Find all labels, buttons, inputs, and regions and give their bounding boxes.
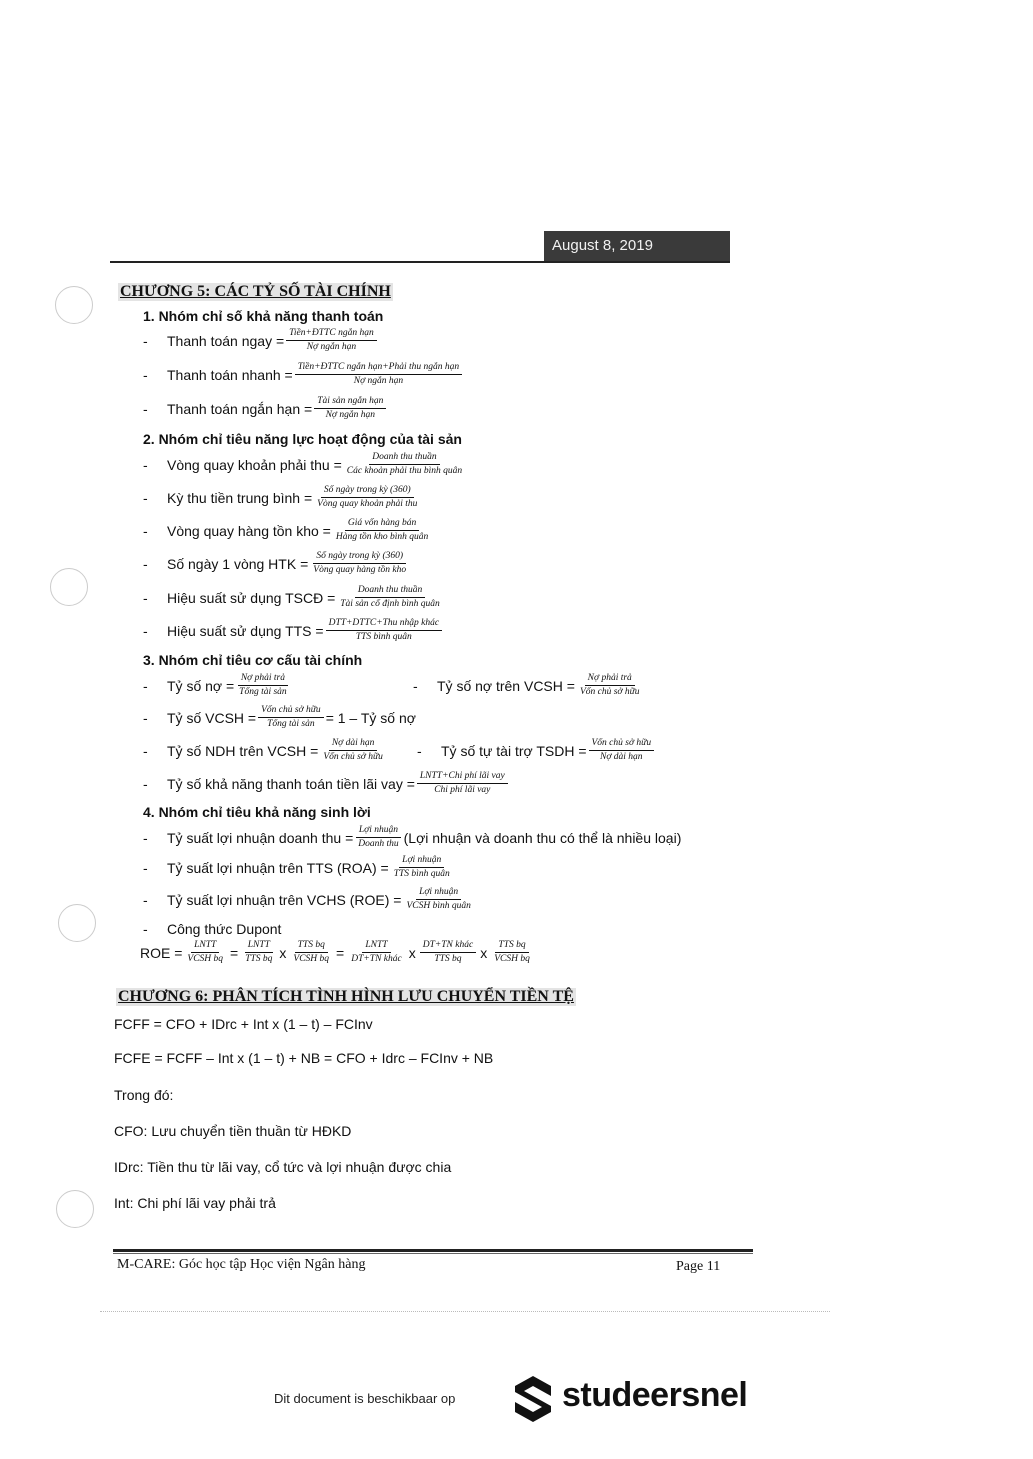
formula-label: Công thức Dupont bbox=[167, 921, 282, 937]
denominator: Vòng quay khoản phải thu bbox=[317, 499, 418, 509]
formula-label: Hiệu suất sử dụng TSCĐ = bbox=[167, 589, 336, 606]
fraction bbox=[577, 673, 643, 698]
formula-row: - Tỷ suất lợi nhuận doanh thu = $\frac{\text{Lợi nhuận}}{\text{Doanh thu}}$ (Lợi nhuận và doanh thu có thể là nhiều loại) bbox=[143, 825, 682, 849]
fraction bbox=[348, 940, 404, 965]
formula-row: - Tỷ số tự tài trợ TSDH = $\frac{\text{Vốn chủ sở hữu}}{\text{Nợ dài hạn}}$ bbox=[417, 738, 656, 763]
binder-hole-mark bbox=[58, 904, 96, 942]
formula-row: - Thanh toán ngắn hạn = $\frac{\text{Tài sản ngắn hạn}}{\text{Nợ ngắn hạn}}$ bbox=[143, 396, 388, 421]
numerator: LNTT bbox=[191, 940, 219, 953]
denominator: VCSH bq bbox=[494, 954, 530, 964]
fraction bbox=[344, 452, 465, 477]
header-date: August 8, 2019 bbox=[544, 231, 730, 261]
fraction bbox=[337, 585, 443, 610]
definition-line: CFO: Lưu chuyển tiền thuần từ HĐKD bbox=[114, 1123, 352, 1139]
formula-label: Hiệu suất sử dụng TTS = bbox=[167, 622, 324, 639]
fraction bbox=[326, 618, 442, 643]
numerator: Số ngày trong kỳ (360) bbox=[321, 485, 414, 498]
numerator: Nợ phải trả bbox=[585, 673, 635, 686]
denominator: Vốn chủ sở hữu bbox=[323, 752, 383, 762]
binder-hole-mark bbox=[50, 568, 88, 606]
numerator: Lợi nhuận bbox=[356, 825, 401, 838]
denominator: DT+TN khác bbox=[351, 954, 402, 964]
formula-label: Kỳ thu tiền trung bình = bbox=[167, 489, 313, 506]
footer-source: M-CARE: Góc học tập Học viện Ngân hàng bbox=[117, 1257, 366, 1272]
denominator: Vòng quay hàng tồn kho bbox=[313, 565, 407, 575]
formula-label: Tỷ số NDH trên VCSH = bbox=[167, 742, 319, 759]
denominator: Hàng tồn kho bình quân bbox=[335, 532, 429, 542]
chapter-6-title: CHƯƠNG 6: PHÂN TÍCH TÌNH HÌNH LƯU CHUYỂN TIỀN TỆ bbox=[118, 988, 574, 1005]
numerator: Vốn chủ sở hữu bbox=[258, 705, 324, 718]
denominator: Nợ ngắn hạn bbox=[353, 376, 404, 386]
denominator: VCSH bình quân bbox=[406, 901, 471, 911]
fraction bbox=[355, 825, 401, 850]
denominator: TTS bq bbox=[245, 954, 273, 964]
roe-label: ROE = bbox=[140, 944, 183, 961]
numerator: Nợ dài hạn bbox=[329, 738, 378, 751]
times-sign: x bbox=[408, 944, 416, 961]
formula-row: - Tỷ suất lợi nhuận trên TTS (ROA) = $\frac{\text{Lợi nhuận}}{\text{TTS bình quân}}$ bbox=[143, 855, 455, 880]
fraction bbox=[403, 887, 473, 912]
numerator: Lợi nhuận bbox=[399, 855, 444, 868]
denominator: TTS bình quân bbox=[355, 632, 412, 642]
definition-line: IDrc: Tiền thu từ lãi vay, cổ tức và lợi nhuận được chia bbox=[114, 1159, 452, 1175]
formula-row: - Tỷ suất lợi nhuận trên VCHS (ROE) = $\frac{\text{Lợi nhuận}}{\text{VCSH bình quân}}$ bbox=[143, 887, 476, 912]
formula-label: Tỷ suất lợi nhuận trên VCHS (ROE) = bbox=[167, 891, 402, 908]
denominator: Các khoản phải thu bình quân bbox=[346, 466, 463, 476]
footer-rule bbox=[113, 1249, 753, 1252]
formula-row: - Công thức Dupont bbox=[143, 921, 282, 937]
section-2-title: 2. Nhóm chỉ tiêu năng lực hoạt động của tài sản bbox=[143, 431, 462, 447]
fcff-formula: FCFF = CFO + IDrc + Int x (1 – t) – FCInv bbox=[114, 1016, 373, 1032]
formula-label: Tỷ số tự tài trợ TSDH = bbox=[441, 742, 587, 759]
formula-label: Thanh toán nhanh = bbox=[167, 366, 293, 383]
chapter-5-title: CHƯƠNG 5: CÁC TỶ SỐ TÀI CHÍNH bbox=[120, 283, 391, 300]
banner-text: Dit document is beschikbaar op bbox=[274, 1391, 456, 1406]
numerator: Vốn chủ sở hữu bbox=[589, 738, 655, 751]
fraction bbox=[314, 485, 420, 510]
formula-label: Tỷ suất lợi nhuận doanh thu = bbox=[167, 829, 354, 846]
fraction bbox=[236, 673, 290, 698]
formula-row: - Tỷ số VCSH = $\frac{\text{Vốn chủ sở hữu}}{\text{Tổng tài sản}}$ = 1 – Tỷ số nợ bbox=[143, 705, 416, 729]
denominator: Chi phí lãi vay bbox=[434, 785, 491, 795]
denominator: Nợ ngắn hạn bbox=[325, 410, 376, 420]
formula-label: Tỷ số khả năng thanh toán tiền lãi vay = bbox=[167, 775, 415, 792]
denominator: Vốn chủ sở hữu bbox=[579, 687, 640, 697]
fraction bbox=[417, 771, 508, 796]
denominator: Tổng tài sản bbox=[267, 719, 315, 729]
fcfe-formula: FCFE = FCFF – Int x (1 – t) + NB = CFO + Idrc – FCInv + NB bbox=[114, 1050, 494, 1066]
formula-label: Tỷ số VCSH = bbox=[167, 709, 257, 726]
formula-row: - Thanh toán ngay = $\frac{\text{Tiền+ĐTTC ngắn hạn}}{\text{Nợ ngắn hạn}}$ bbox=[143, 328, 379, 353]
fraction bbox=[242, 940, 275, 965]
numerator: Tiền+ĐTTC ngắn hạn bbox=[286, 328, 377, 341]
section-4-title: 4. Nhóm chỉ tiêu khả năng sinh lời bbox=[143, 804, 371, 820]
numerator: Doanh thu thuần bbox=[355, 585, 425, 598]
formula-row: - Tỷ số NDH trên VCSH = $\frac{\text{Nợ dài hạn}}{\text{Vốn chủ sở hữu}}$ bbox=[143, 738, 388, 763]
banner-brand[interactable]: studeersnel bbox=[562, 1376, 748, 1414]
fraction bbox=[491, 940, 533, 965]
where-label: Trong đó: bbox=[114, 1087, 174, 1103]
section-1-title: 1. Nhóm chỉ số khả năng thanh toán bbox=[143, 308, 384, 324]
formula-label: Vòng quay khoản phải thu = bbox=[167, 456, 342, 473]
binder-hole-mark bbox=[56, 1190, 94, 1228]
numerator: TTS bq bbox=[495, 940, 528, 953]
formula-row: - Vòng quay hàng tồn kho = $\frac{\text{Giá vốn hàng bán}}{\text{Hàng tồn kho bình quân}}$ bbox=[143, 518, 433, 543]
numerator: Tiền+ĐTTC ngắn hạn+Phải thu ngắn hạn bbox=[295, 362, 462, 375]
formula-row: - Hiệu suất sử dụng TSCĐ = $\frac{\text{Doanh thu thuần}}{\text{Tài sản cố định bình quân}}$ bbox=[143, 585, 445, 610]
denominator: VCSH bq bbox=[187, 954, 224, 964]
times-sign: x bbox=[279, 944, 287, 961]
numerator: DT+TN khác bbox=[420, 940, 476, 953]
formula-label: Vòng quay hàng tồn kho = bbox=[167, 522, 331, 539]
denominator: Nợ ngắn hạn bbox=[306, 342, 357, 352]
numerator: Lợi nhuận bbox=[416, 887, 461, 900]
formula-label: Tỷ suất lợi nhuận trên TTS (ROA) = bbox=[167, 859, 389, 876]
formula-row: - Thanh toán nhanh = $\frac{\text{Tiền+ĐTTC ngắn hạn+Phải thu ngắn hạn}}{\text{Nợ ngắn hạn}}$ bbox=[143, 362, 464, 387]
equals-sign: = bbox=[230, 944, 239, 961]
numerator: Doanh thu thuần bbox=[369, 452, 439, 465]
equals-sign: = bbox=[336, 944, 345, 961]
numerator: Số ngày trong kỳ (360) bbox=[313, 551, 406, 564]
page-number: Page 11 bbox=[676, 1259, 721, 1274]
header-rule bbox=[110, 261, 730, 263]
fraction bbox=[310, 551, 409, 576]
formula-label: Thanh toán ngay = bbox=[167, 332, 285, 349]
denominator: VCSH bq bbox=[293, 954, 330, 964]
fraction bbox=[320, 738, 386, 763]
footer-rule-thin bbox=[113, 1253, 753, 1254]
times-sign: x bbox=[480, 944, 488, 961]
numerator: LNTT+Chi phí lãi vay bbox=[417, 771, 508, 784]
roe-dupont-formula bbox=[140, 940, 535, 965]
formula-row: - Tỷ số nợ = $\frac{\text{Nợ phải trả}}{\text{Tổng tài sản}}$ bbox=[143, 673, 292, 698]
formula-label: Tỷ số nợ trên VCSH = bbox=[437, 677, 575, 694]
numerator: TTS bq bbox=[295, 940, 328, 953]
denominator: Nợ dài hạn bbox=[600, 752, 643, 762]
numerator: Nợ phải trả bbox=[238, 673, 288, 686]
denominator: TTS bình quân bbox=[393, 869, 450, 879]
formula-tail: (Lợi nhuận và doanh thu có thể là nhiều loại) bbox=[403, 829, 682, 846]
numerator: LNTT bbox=[362, 940, 390, 953]
formula-label: Số ngày 1 vòng HTK = bbox=[167, 555, 309, 572]
fraction bbox=[333, 518, 431, 543]
formula-row: - Tỷ số khả năng thanh toán tiền lãi vay = $\frac{\text{LNTT+Chi phí lãi vay}}{\text{Chi phí lãi vay}}$ bbox=[143, 771, 510, 796]
scan-dotted-line bbox=[100, 1311, 830, 1313]
section-3-title: 3. Nhóm chỉ tiêu cơ cấu tài chính bbox=[143, 652, 363, 668]
formula-label: Tỷ số nợ = bbox=[167, 677, 235, 694]
numerator: DTT+DTTC+Thu nhập khác bbox=[326, 618, 442, 631]
fraction bbox=[184, 940, 226, 965]
fraction bbox=[314, 396, 386, 421]
fraction bbox=[286, 328, 377, 353]
denominator: TTS bq bbox=[434, 954, 462, 964]
denominator: Doanh thu bbox=[358, 839, 399, 849]
formula-row: - Số ngày 1 vòng HTK = $\frac{\text{Số ngày trong kỳ (360)}}{\text{Vòng quay hàng tồn kho}}$ bbox=[143, 551, 411, 576]
formula-label: Thanh toán ngắn hạn = bbox=[167, 400, 313, 417]
fraction bbox=[420, 940, 476, 965]
binder-hole-mark bbox=[55, 286, 93, 324]
definition-line: Int: Chi phí lãi vay phải trả bbox=[114, 1195, 276, 1211]
numerator: Tài sản ngắn hạn bbox=[314, 396, 386, 409]
formula-row: - Vòng quay khoản phải thu = $\frac{\text{Doanh thu thuần}}{\text{Các khoản phải thu bình quân}}$ bbox=[143, 452, 467, 477]
fraction bbox=[589, 738, 655, 763]
denominator: Tổng tài sản bbox=[239, 687, 287, 697]
formula-row: - Hiệu suất sử dụng TTS = $\frac{\text{DTT+DTTC+Thu nhập khác}}{\text{TTS bình quân}}$ bbox=[143, 618, 444, 643]
fraction bbox=[290, 940, 332, 965]
formula-row: - Kỳ thu tiền trung bình = $\frac{\text{Số ngày trong kỳ (360)}}{\text{Vòng quay khoản phải thu}}$ bbox=[143, 485, 422, 510]
fraction bbox=[295, 362, 462, 387]
fraction bbox=[258, 705, 324, 730]
denominator: Tài sản cố định bình quân bbox=[340, 599, 440, 609]
formula-row: - Tỷ số nợ trên VCSH = $\frac{\text{Nợ phải trả}}{\text{Vốn chủ sở hữu}}$ bbox=[413, 673, 645, 698]
numerator: LNTT bbox=[245, 940, 273, 953]
formula-tail: = 1 – Tỷ số nợ bbox=[325, 709, 416, 726]
numerator: Giá vốn hàng bán bbox=[345, 518, 419, 531]
studeersnel-logo-icon[interactable] bbox=[510, 1374, 556, 1424]
fraction bbox=[391, 855, 453, 880]
